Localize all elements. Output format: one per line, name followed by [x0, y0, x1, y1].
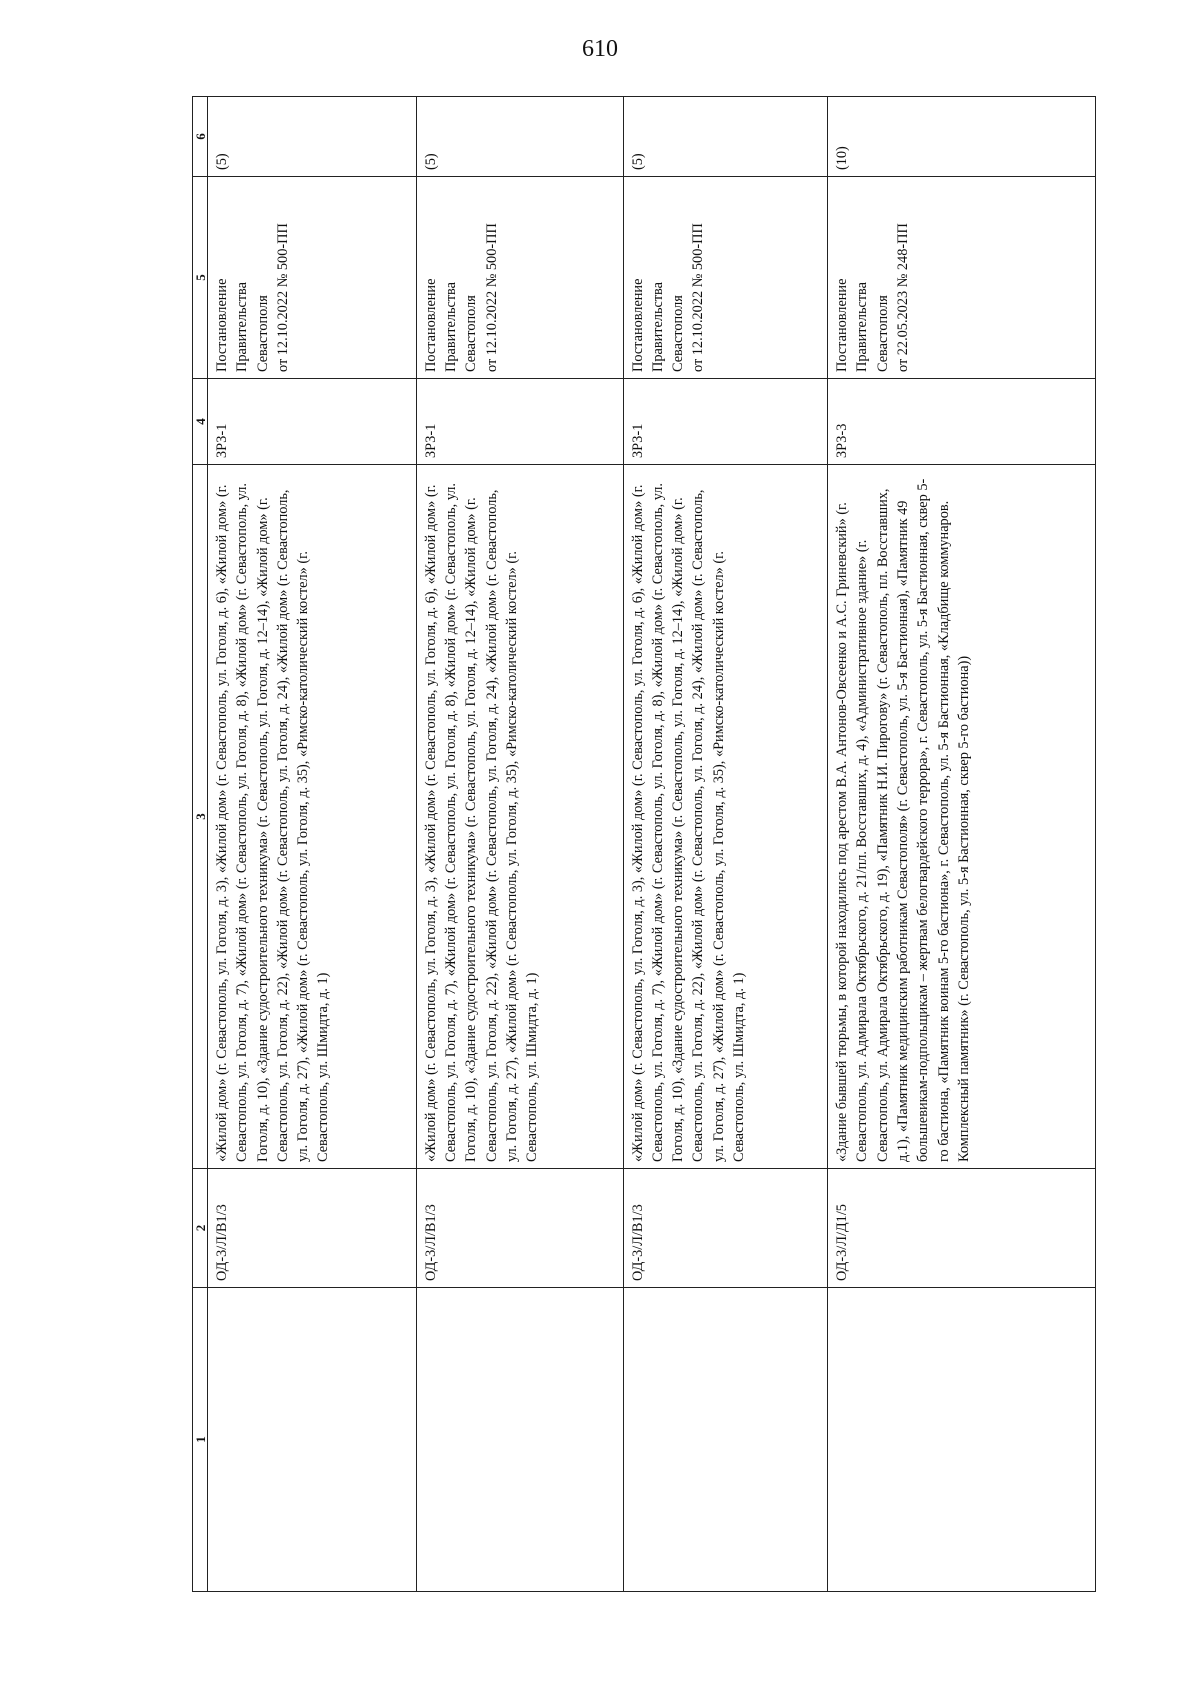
heritage-objects-cell: «Жилой дом» (г. Севастополь, ул. Гоголя, д. 3), «Жилой дом» (г. Севастополь, ул. Гоголя, д. 6), «Жилой дом» (г. Севастополь, ул. Гоголя, д. 7), «Жилой дом» (г. Севастополь, ул. Гоголя, д. 8), «Жилой дом» (г. Севастополь, ул. Гоголя, д. 10), «Здание судостроительного техникума» (г. Севастополь, ул. Гоголя, д. 12–14), «Жилой дом» (г. Севастополь, ул. Гоголя, д. 22), «Жилой дом» (г. Севастополь, ул. Гоголя, д. 24), «Жилой дом» (г. Севастополь, ул. Гоголя, д. 27), «Жилой дом» (г. Севастополь, ул. Гоголя, д. 35), «Римско-католический костел» (г. Севастополь, ул. Шмидта, д. 1) [208, 465, 417, 1169]
heritage-objects-cell: «Жилой дом» (г. Севастополь, ул. Гоголя, д. 3), «Жилой дом» (г. Севастополь, ул. Гоголя, д. 6), «Жилой дом» (г. Севастополь, ул. Гоголя, д. 7), «Жилой дом» (г. Севастополь, ул. Гоголя, д. 8), «Жилой дом» (г. Севастополь, ул. Гоголя, д. 10), «Здание судостроительного техникума» (г. Севастополь, ул. Гоголя, д. 12–14), «Жилой дом» (г. Севастополь, ул. Гоголя, д. 22), «Жилой дом» (г. Севастополь, ул. Гоголя, д. 24), «Жилой дом» (г. Севастополь, ул. Гоголя, д. 27), «Жилой дом» (г. Севастополь, ул. Гоголя, д. 35), «Римско-католический костел» (г. Севастополь, ул. Шмидта, д. 1) [416, 465, 623, 1169]
table-row [828, 97, 1096, 1592]
row-number-cell [828, 1288, 1096, 1592]
note-cell: (10) [828, 97, 1096, 177]
column-header: 1 [193, 1288, 208, 1592]
table-row [623, 97, 828, 1592]
row-number-cell [623, 1288, 828, 1592]
zone-code-cell: ОД-3/Л/В1/3 [623, 1169, 828, 1288]
protection-zone-cell: ЗРЗ-1 [623, 379, 828, 465]
row-number-cell [416, 1288, 623, 1592]
note-cell: (5) [208, 97, 417, 177]
legal-document-cell: Постановление Правительства Севастополя от 22.05.2023 № 248-ПП [828, 177, 1096, 379]
register-table [192, 96, 1096, 1592]
table-row [208, 97, 417, 1592]
row-number-cell [208, 1288, 417, 1592]
zone-code-cell: ОД-3/Л/Д1/5 [828, 1169, 1096, 1288]
column-header: 6 [193, 97, 208, 177]
column-header: 5 [193, 177, 208, 379]
protection-zone-cell: ЗРЗ-1 [208, 379, 417, 465]
table-row [416, 97, 623, 1592]
heritage-objects-cell: «Здание бывшей тюрьмы, в которой находились под арестом В.А. Антонов-Овсеенко и А.С. Гриневский» (г. Севастополь, ул. Адмирала Октябрьского, д. 21/пл. Восставших, д. 4), «Административное здание» (г. Севастополь, ул. Адмирала Октябрьского, д. 19), «Памятник Н.И. Пирогову» (г. Севастополь, пл. Восставших, д.1), «Памятник медицинским работникам Севастополя» (г. Севастополь, ул. 5-я Бастионная), «Памятник 49 большевикам-подпольщикам – жертвам белогвардейского террора», г. Севастополь, ул. 5-я Бастионная, сквер 5-го бастиона, «Памятник воинам 5-го бастиона», г. Севастополь, ул. 5-я Бастионная, «Кладбище коммунаров. Комплексный памятник» (г. Севастополь, ул. 5-я Бастионная, сквер 5-го бастиона)) [828, 465, 1096, 1169]
protection-zone-cell: ЗРЗ-1 [416, 379, 623, 465]
header-row [193, 97, 208, 1592]
column-header: 2 [193, 1169, 208, 1288]
legal-document-cell: Постановление Правительства Севастополя от 12.10.2022 № 500-ПП [416, 177, 623, 379]
rotated-table-container [192, 97, 1096, 1592]
legal-document-cell: Постановление Правительства Севастополя от 12.10.2022 № 500-ПП [623, 177, 828, 379]
zone-code-cell: ОД-3/Л/В1/3 [208, 1169, 417, 1288]
legal-document-cell: Постановление Правительства Севастополя от 12.10.2022 № 500-ПП [208, 177, 417, 379]
column-header: 3 [193, 465, 208, 1169]
protection-zone-cell: ЗРЗ-3 [828, 379, 1096, 465]
note-cell: (5) [416, 97, 623, 177]
page-number: 610 [582, 36, 618, 62]
zone-code-cell: ОД-3/Л/В1/3 [416, 1169, 623, 1288]
note-cell: (5) [623, 97, 828, 177]
heritage-objects-cell: «Жилой дом» (г. Севастополь, ул. Гоголя, д. 3), «Жилой дом» (г. Севастополь, ул. Гоголя, д. 6), «Жилой дом» (г. Севастополь, ул. Гоголя, д. 7), «Жилой дом» (г. Севастополь, ул. Гоголя, д. 8), «Жилой дом» (г. Севастополь, ул. Гоголя, д. 10), «Здание судостроительного техникума» (г. Севастополь, ул. Гоголя, д. 12–14), «Жилой дом» (г. Севастополь, ул. Гоголя, д. 22), «Жилой дом» (г. Севастополь, ул. Гоголя, д. 24), «Жилой дом» (г. Севастополь, ул. Гоголя, д. 27), «Жилой дом» (г. Севастополь, ул. Гоголя, д. 35), «Римско-католический костел» (г. Севастополь, ул. Шмидта, д. 1) [623, 465, 828, 1169]
column-header: 4 [193, 379, 208, 465]
